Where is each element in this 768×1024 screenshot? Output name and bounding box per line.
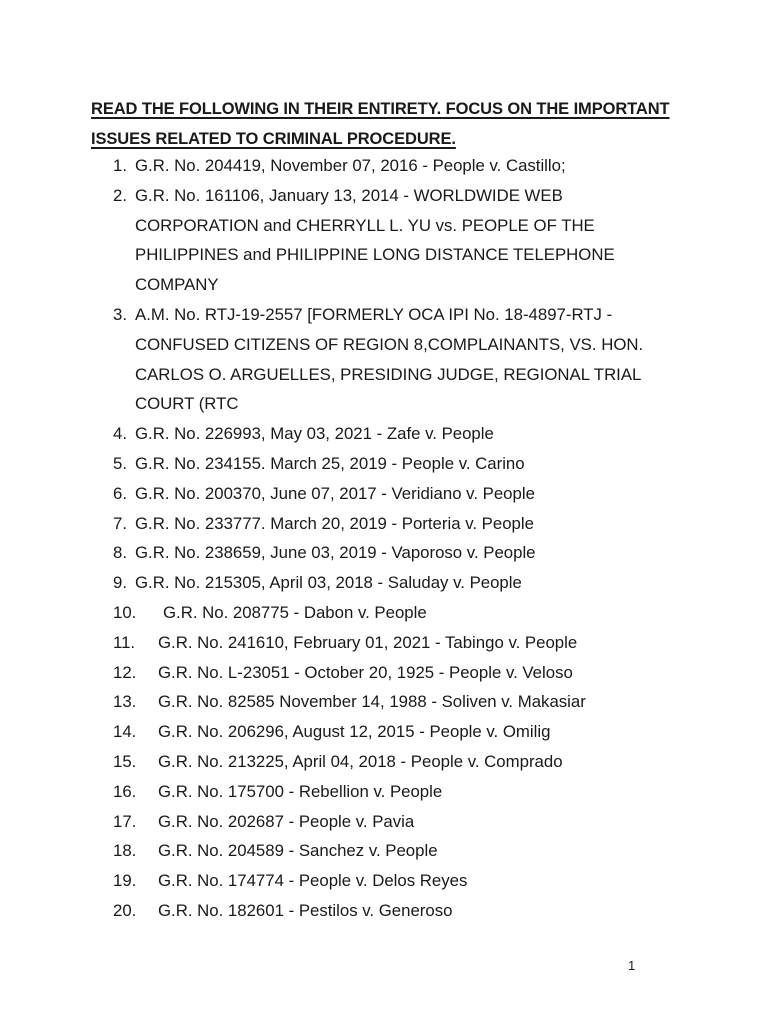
case-number: 9.	[113, 573, 127, 593]
case-number: 4.	[113, 424, 127, 444]
case-number: 20.	[113, 900, 137, 920]
case-number: 10.	[113, 602, 137, 622]
case-item	[0, 687, 768, 717]
case-citation: G.R. No. 161106, January 13, 2014 - WORLDWIDE WEB CORPORATION and CHERRYLL L. YU vs. PEOPLE OF THE PHILIPPINES and PHILIPPINE LONG DISTANCE TELEPHONE COMPANY	[135, 185, 615, 295]
case-citation: G.R. No. L-23051 - October 20, 1925 - People v. Veloso	[158, 662, 573, 682]
page-number: 1	[628, 958, 636, 973]
case-number: 16.	[113, 781, 137, 801]
case-number: 14.	[113, 722, 137, 742]
case-citation: G.R. No. 182601 - Pestilos v. Generoso	[158, 900, 453, 920]
case-citation: G.R. No. 234155. March 25, 2019 - People v. Carino	[135, 453, 525, 473]
case-item	[0, 449, 768, 479]
case-item	[0, 658, 768, 688]
case-citation: G.R. No. 233777. March 20, 2019 - Porteria v. People	[135, 513, 534, 533]
case-citation: G.R. No. 215305, April 03, 2018 - Saluday v. People	[135, 573, 522, 593]
case-item	[0, 300, 768, 419]
case-citation: G.R. No. 82585 November 14, 1988 - Soliven v. Makasiar	[158, 692, 586, 712]
case-number: 2.	[113, 185, 127, 205]
case-list	[0, 151, 768, 926]
case-number: 3.	[113, 304, 127, 324]
heading-line-2: ISSUES RELATED TO CRIMINAL PROCEDURE.	[91, 130, 456, 148]
case-number: 19.	[113, 871, 137, 891]
case-citation: G.R. No. 204419, November 07, 2016 - People v. Castillo;	[135, 156, 566, 175]
case-number: 15.	[113, 751, 137, 771]
case-citation: G.R. No. 241610, February 01, 2021 - Tabingo v. People	[158, 632, 578, 652]
case-citation: G.R. No. 238659, June 03, 2019 - Vaporoso v. People	[135, 543, 536, 563]
case-citation: G.R. No. 204589 - Sanchez v. People	[158, 841, 438, 861]
case-citation: A.M. No. RTJ-19-2557 [FORMERLY OCA IPI No. 18-4897-RTJ - CONFUSED CITIZENS OF REGION 8,COMPLAINANTS, VS. HON. CARLOS O. ARGUELLES, PRESIDING JUDGE, REGIONAL TRIAL COURT (RTC	[135, 304, 644, 414]
instruction-heading	[91, 94, 711, 154]
case-item	[0, 896, 768, 926]
heading-line-1: READ THE FOLLOWING IN THEIR ENTIRETY. FOCUS ON THE IMPORTANT	[91, 100, 670, 118]
case-citation: G.R. No. 208775 - Dabon v. People	[163, 602, 427, 622]
case-item	[0, 568, 768, 598]
case-number: 6.	[113, 483, 127, 503]
case-number: 18.	[113, 841, 137, 861]
case-item	[0, 419, 768, 449]
case-item	[0, 836, 768, 866]
case-item	[0, 777, 768, 807]
case-number: 1.	[113, 156, 127, 175]
case-item	[0, 151, 768, 181]
case-item	[0, 509, 768, 539]
case-item	[0, 598, 768, 628]
case-item	[0, 538, 768, 568]
case-citation: G.R. No. 226993, May 03, 2021 - Zafe v. People	[135, 424, 494, 444]
case-item	[0, 628, 768, 658]
case-item	[0, 866, 768, 896]
case-item	[0, 479, 768, 509]
case-number: 11.	[113, 632, 136, 652]
case-citation: G.R. No. 200370, June 07, 2017 - Veridiano v. People	[135, 483, 535, 503]
case-item	[0, 181, 768, 300]
case-citation: G.R. No. 213225, April 04, 2018 - People v. Comprado	[158, 751, 563, 771]
case-citation: G.R. No. 175700 - Rebellion v. People	[158, 781, 443, 801]
case-number: 7.	[113, 513, 127, 533]
case-citation: G.R. No. 202687 - People v. Pavia	[158, 811, 415, 831]
case-citation: G.R. No. 206296, August 12, 2015 - People v. Omilig	[158, 722, 551, 742]
case-item	[0, 747, 768, 777]
case-item	[0, 807, 768, 837]
case-item	[0, 717, 768, 747]
case-number: 13.	[113, 692, 137, 712]
case-citation: G.R. No. 174774 - People v. Delos Reyes	[158, 871, 468, 891]
case-number: 8.	[113, 543, 127, 563]
case-number: 12.	[113, 662, 137, 682]
case-number: 17.	[113, 811, 137, 831]
case-number: 5.	[113, 453, 127, 473]
